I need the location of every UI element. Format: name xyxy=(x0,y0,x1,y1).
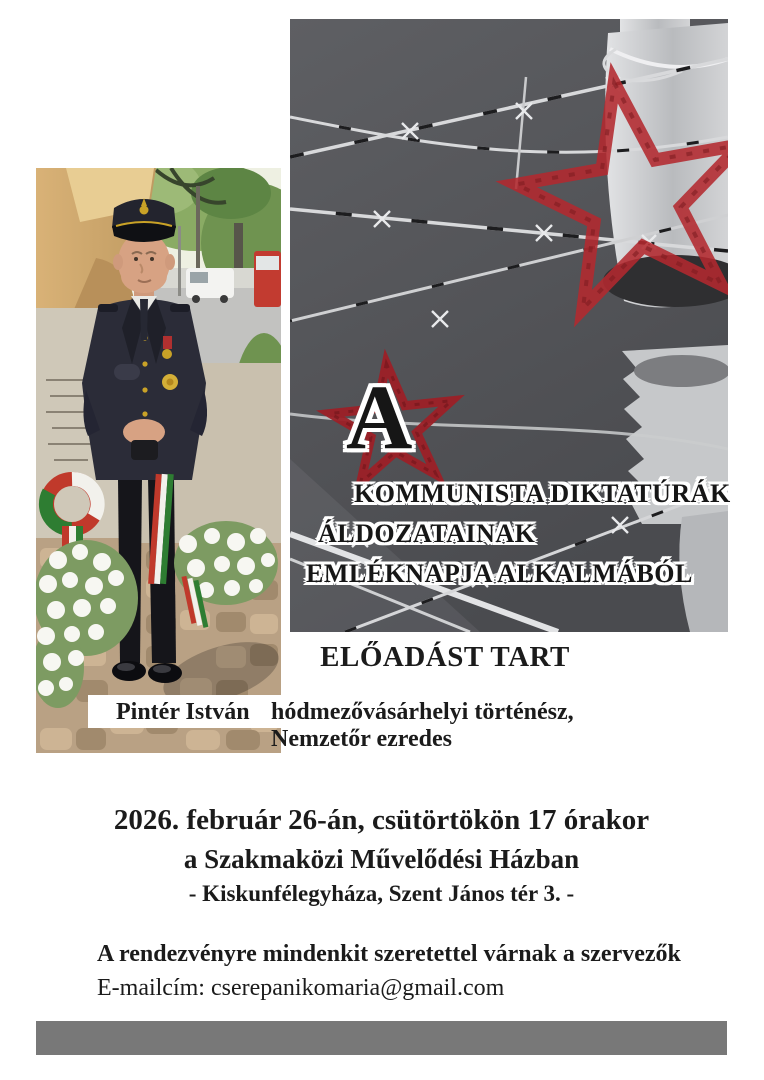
email-text: E-mailcím: cserepanikomaria@gmail.com xyxy=(97,975,505,1001)
overlay-line-3: EMLÉKNAPJA ALKALMÁBÓL xyxy=(306,559,693,588)
speaker-title-line-2: Nemzetőr ezredes xyxy=(271,726,453,752)
overlay-big-letter: A xyxy=(346,366,413,468)
event-venue: a Szakmaközi Művelődési Házban xyxy=(183,844,580,874)
lecture-heading: ELŐADÁST TART xyxy=(320,641,570,673)
overlay-line-1: KOMMUNISTA DIKTATÚRÁK xyxy=(354,479,731,508)
invitation-text: A rendezvényre mindenkit szeretettel várnak a szervezők xyxy=(97,941,681,967)
speaker-title-line-1: hódmezővásárhelyi történész, xyxy=(271,699,574,725)
overlay-line-2: ÁLDOZATAINAK xyxy=(318,519,536,548)
footer-gray-bar xyxy=(36,1021,727,1055)
speaker-title xyxy=(271,699,574,753)
event-datetime: 2026. február 26-án, csütörtökön 17 órakor xyxy=(113,804,650,836)
speaker-name: Pintér István xyxy=(116,699,250,725)
speaker-portrait-photo xyxy=(36,168,281,753)
event-address: - Kiskunfélegyháza, Szent János tér 3. - xyxy=(188,881,575,906)
